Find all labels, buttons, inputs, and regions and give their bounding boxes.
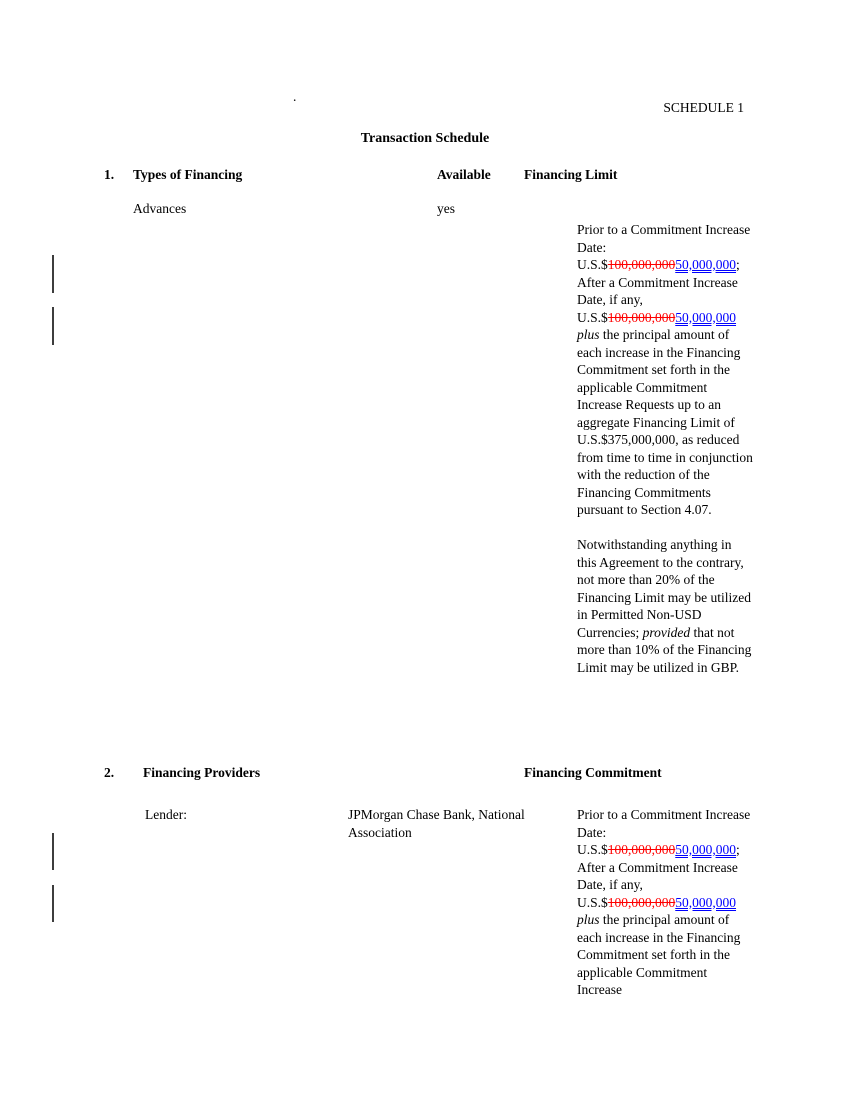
column-header-available: Available — [437, 167, 491, 182]
financing-commitment-text: Prior to a Commitment Increase Date: U.S.$100,000,00050,000,000; After a Commitment Increase Date, if any, U.S.$100,000,00050,000,000 plus the principal amount of each increase in the Financing Commitment set forth in the applicable Commitment Increase — [577, 807, 751, 997]
column-header-financing-commitment: Financing Commitment — [524, 765, 662, 780]
change-bar — [52, 833, 54, 870]
row-label-advances: Advances — [133, 201, 187, 216]
section-2-heading: Financing Providers — [143, 765, 261, 780]
financing-limit-text: Prior to a Commitment Increase Date: U.S.$100,000,00050,000,000; After a Commitment Increase Date, if any, U.S.$100,000,00050,000,000 plus the principal amount of each increase in the Financing Commitment set forth in the applicable Commitment Increase Requests up to an aggregate Financing Limit of U.S.$375,000,000, as reduced from time to time in conjunction with the reduction of the Financing Commitments pursuant to Section 4.07. Notwithstanding anything in this Agreement to the contrary, not more than 20% of the Financing Limit may be utilized in Permitted Non-USD Currencies; provided that not more than 10% of the Financing Limit may be utilized in GBP. — [577, 222, 753, 675]
schedule-label: SCHEDULE 1 — [663, 100, 744, 115]
change-bar — [52, 885, 54, 922]
stray-mark: . — [293, 89, 297, 104]
change-bar — [52, 255, 54, 293]
section-1-heading: Types of Financing — [133, 167, 243, 182]
section-2-number: 2. — [104, 765, 115, 780]
column-header-financing-limit: Financing Limit — [524, 167, 618, 182]
section-1-number: 1. — [104, 167, 115, 182]
row-label-lender: Lender: — [145, 807, 187, 822]
lender-name: JPMorgan Chase Bank, National Association — [348, 807, 525, 840]
document-title: Transaction Schedule — [360, 131, 490, 146]
advances-available-value: yes — [437, 201, 455, 216]
change-bar — [52, 307, 54, 345]
